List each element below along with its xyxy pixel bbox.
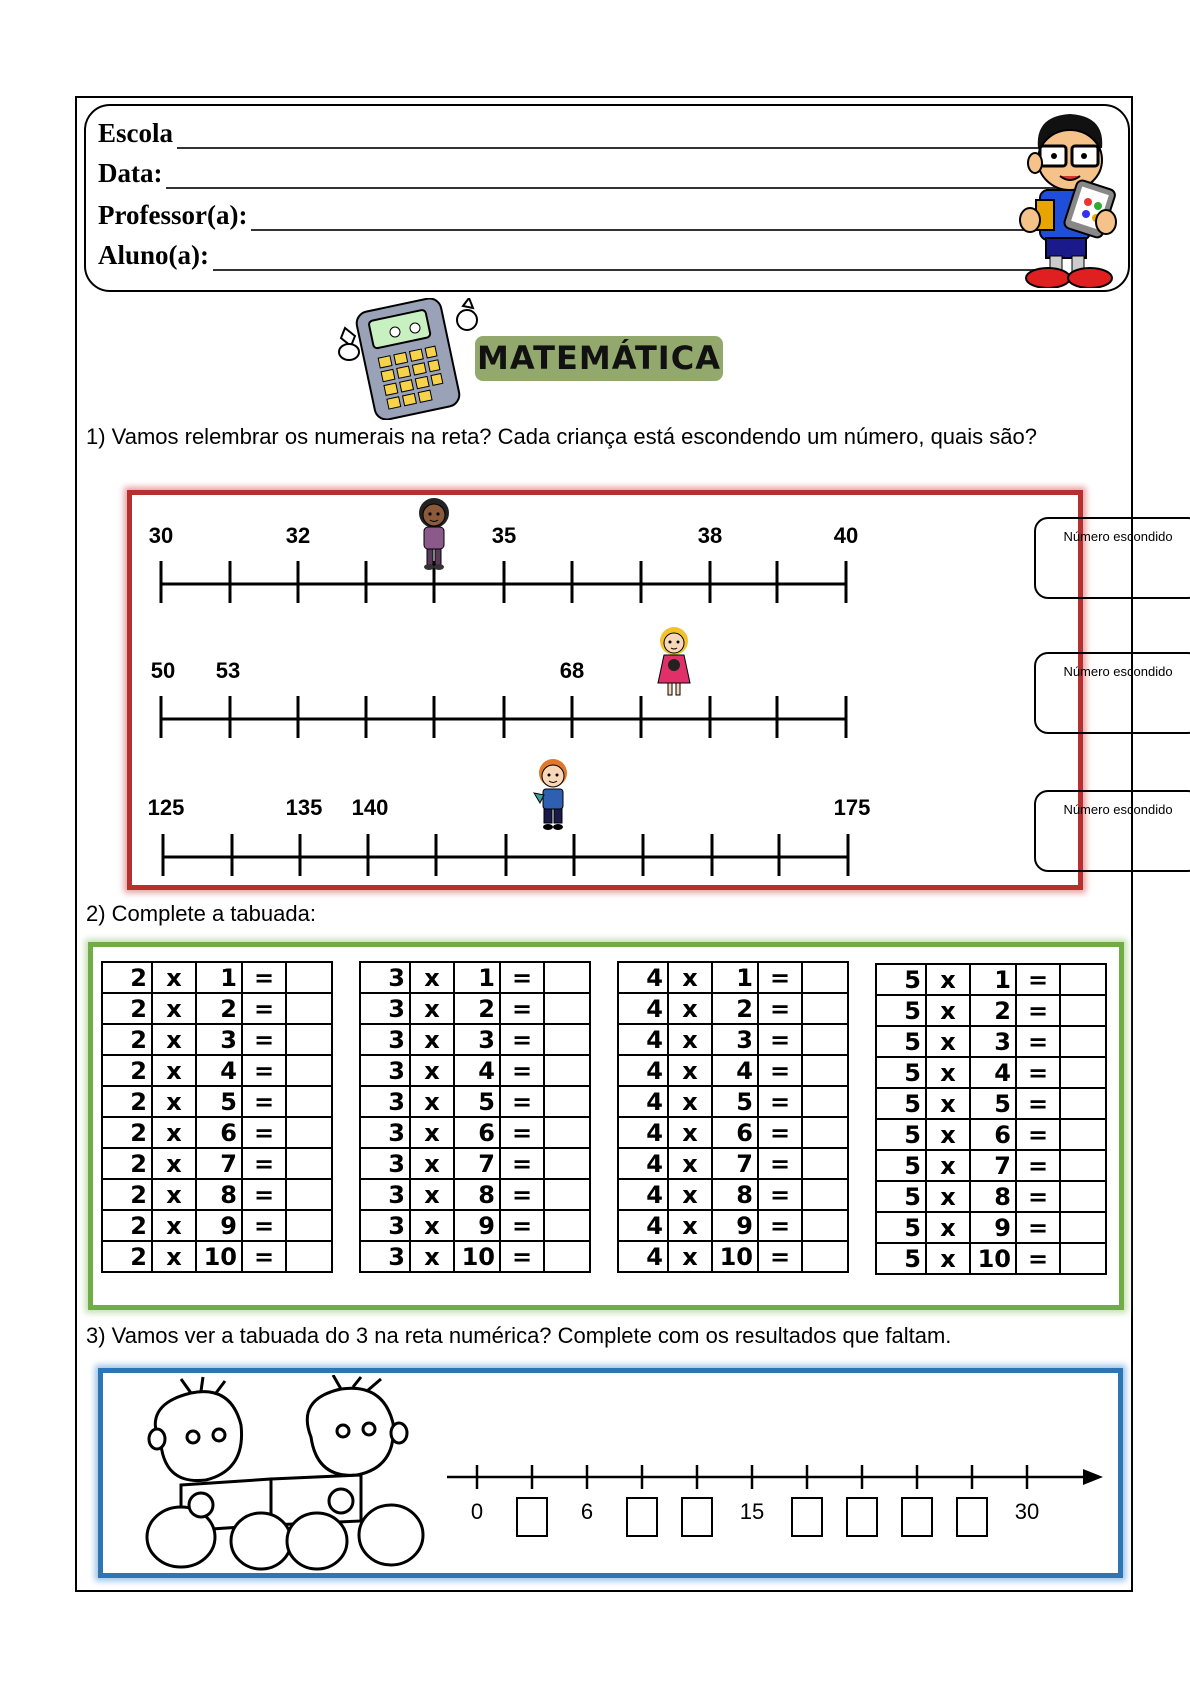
table-cell: x bbox=[926, 1243, 970, 1274]
table-row bbox=[876, 1243, 1106, 1274]
table-row bbox=[876, 1026, 1106, 1057]
table-cell: = bbox=[242, 993, 286, 1024]
table-cell: 2 bbox=[712, 993, 758, 1024]
table-cell: x bbox=[668, 1117, 712, 1148]
answer-cell[interactable] bbox=[286, 1210, 332, 1241]
table-cell: 5 bbox=[876, 1026, 926, 1057]
table-row bbox=[102, 1117, 332, 1148]
table-cell: x bbox=[926, 1088, 970, 1119]
answer-box[interactable] bbox=[516, 1497, 548, 1537]
table-cell: 4 bbox=[618, 1055, 668, 1086]
table-cell: = bbox=[242, 1179, 286, 1210]
table-cell: 3 bbox=[454, 1024, 500, 1055]
answer-cell[interactable] bbox=[802, 993, 848, 1024]
table-cell: = bbox=[500, 1241, 544, 1272]
table-cell: = bbox=[500, 962, 544, 993]
table-row bbox=[876, 964, 1106, 995]
table-cell: 5 bbox=[196, 1086, 242, 1117]
table-cell: = bbox=[242, 1148, 286, 1179]
table-cell: 5 bbox=[454, 1086, 500, 1117]
answer-cell[interactable] bbox=[544, 1179, 590, 1210]
table-cell: 2 bbox=[102, 1117, 152, 1148]
table-row bbox=[876, 1119, 1106, 1150]
table-cell: x bbox=[410, 1148, 454, 1179]
hidden-number-input[interactable]: Número escondido bbox=[1034, 517, 1190, 599]
table-cell: 9 bbox=[196, 1210, 242, 1241]
table-cell: 2 bbox=[454, 993, 500, 1024]
table-cell: x bbox=[668, 993, 712, 1024]
table-cell: 7 bbox=[454, 1148, 500, 1179]
answer-cell[interactable] bbox=[1060, 1026, 1106, 1057]
times-three-number-line-box bbox=[98, 1368, 1123, 1578]
table-cell: 4 bbox=[618, 1241, 668, 1272]
table-cell: 2 bbox=[102, 1024, 152, 1055]
table-row bbox=[102, 993, 332, 1024]
table-cell: x bbox=[410, 1086, 454, 1117]
table-cell: x bbox=[926, 1026, 970, 1057]
table-cell: x bbox=[668, 1148, 712, 1179]
line1-label: 38 bbox=[697, 523, 723, 548]
table-cell: 4 bbox=[712, 1055, 758, 1086]
table-cell: 5 bbox=[712, 1086, 758, 1117]
table-cell: 2 bbox=[102, 1086, 152, 1117]
table-cell: x bbox=[668, 1024, 712, 1055]
table-cell: 4 bbox=[618, 962, 668, 993]
table-cell: x bbox=[410, 993, 454, 1024]
table-of-2 bbox=[101, 961, 333, 1273]
table-cell: = bbox=[758, 1086, 802, 1117]
line2-label: 50 bbox=[150, 658, 176, 683]
table-cell: 5 bbox=[876, 995, 926, 1026]
line-value: 0 bbox=[470, 1499, 484, 1524]
table-cell: = bbox=[758, 962, 802, 993]
date-field[interactable]: Data: bbox=[98, 158, 1058, 189]
line3-label: 140 bbox=[351, 795, 389, 820]
table-cell: x bbox=[152, 1117, 196, 1148]
table-cell: = bbox=[242, 1055, 286, 1086]
table-of-3 bbox=[359, 961, 591, 1273]
table-cell: = bbox=[500, 1210, 544, 1241]
table-cell: x bbox=[668, 1210, 712, 1241]
line2-label: 68 bbox=[559, 658, 585, 683]
table-row bbox=[102, 1148, 332, 1179]
table-cell: 4 bbox=[618, 1117, 668, 1148]
answer-cell[interactable] bbox=[286, 1179, 332, 1210]
table-cell: = bbox=[758, 1055, 802, 1086]
table-cell: = bbox=[758, 1024, 802, 1055]
table-cell: = bbox=[500, 993, 544, 1024]
table-cell: x bbox=[410, 1179, 454, 1210]
subject-title: MATEMÁTICA bbox=[475, 336, 723, 381]
table-row bbox=[360, 1086, 590, 1117]
table-cell: 2 bbox=[102, 962, 152, 993]
table-cell: = bbox=[1016, 1088, 1060, 1119]
table-cell: = bbox=[1016, 1057, 1060, 1088]
table-row bbox=[618, 1148, 848, 1179]
table-cell: 4 bbox=[454, 1055, 500, 1086]
table-cell: x bbox=[152, 1148, 196, 1179]
table-row bbox=[876, 1181, 1106, 1212]
table-cell: = bbox=[242, 1024, 286, 1055]
kid-hiding-number-icon bbox=[652, 625, 696, 701]
table-cell: 3 bbox=[360, 962, 410, 993]
table-row bbox=[876, 1212, 1106, 1243]
table-cell: 2 bbox=[196, 993, 242, 1024]
table-cell: = bbox=[500, 1148, 544, 1179]
table-row bbox=[360, 1117, 590, 1148]
table-row bbox=[618, 1241, 848, 1272]
multiples-of-three-number-line bbox=[439, 1457, 1119, 1497]
table-cell: x bbox=[152, 1241, 196, 1272]
table-cell: 4 bbox=[970, 1057, 1016, 1088]
table-cell: 4 bbox=[618, 1210, 668, 1241]
table-cell: 1 bbox=[454, 962, 500, 993]
table-cell: 2 bbox=[102, 1055, 152, 1086]
table-row bbox=[360, 1055, 590, 1086]
answer-box[interactable] bbox=[846, 1497, 878, 1537]
answer-cell[interactable] bbox=[286, 1086, 332, 1117]
answer-cell[interactable] bbox=[802, 1241, 848, 1272]
table-cell: 7 bbox=[712, 1148, 758, 1179]
table-cell: 3 bbox=[360, 1117, 410, 1148]
answer-box[interactable] bbox=[626, 1497, 658, 1537]
table-cell: = bbox=[1016, 1026, 1060, 1057]
table-cell: x bbox=[152, 993, 196, 1024]
answer-cell[interactable] bbox=[544, 1055, 590, 1086]
table-cell: 2 bbox=[102, 1148, 152, 1179]
table-row bbox=[618, 1117, 848, 1148]
table-cell: = bbox=[1016, 1150, 1060, 1181]
line1-label: 35 bbox=[491, 523, 517, 548]
table-cell: 5 bbox=[876, 1057, 926, 1088]
table-cell: 6 bbox=[196, 1117, 242, 1148]
multiplication-tables-box bbox=[88, 942, 1124, 1310]
line-value: 6 bbox=[580, 1499, 594, 1524]
table-cell: = bbox=[500, 1086, 544, 1117]
table-cell: x bbox=[926, 1119, 970, 1150]
table-cell: 8 bbox=[454, 1179, 500, 1210]
table-row bbox=[876, 1088, 1106, 1119]
table-cell: 10 bbox=[712, 1241, 758, 1272]
answer-cell[interactable] bbox=[802, 1086, 848, 1117]
table-cell: 4 bbox=[618, 1148, 668, 1179]
table-row bbox=[876, 1057, 1106, 1088]
table-cell: 7 bbox=[196, 1148, 242, 1179]
table-cell: = bbox=[758, 1210, 802, 1241]
line3-label: 125 bbox=[147, 795, 185, 820]
table-cell: = bbox=[242, 1241, 286, 1272]
table-row bbox=[618, 1024, 848, 1055]
answer-cell[interactable] bbox=[544, 962, 590, 993]
answer-cell[interactable] bbox=[1060, 1150, 1106, 1181]
table-cell: 3 bbox=[712, 1024, 758, 1055]
table-cell: 4 bbox=[618, 1086, 668, 1117]
table-row bbox=[876, 1150, 1106, 1181]
table-cell: 5 bbox=[970, 1088, 1016, 1119]
table-cell: x bbox=[668, 1241, 712, 1272]
table-cell: 6 bbox=[454, 1117, 500, 1148]
table-cell: x bbox=[410, 1241, 454, 1272]
kids-reading-icon bbox=[121, 1375, 431, 1571]
question-3-text: 3) Vamos ver a tabuada do 3 na reta numérica? Complete com os resultados que faltam. bbox=[86, 1323, 952, 1348]
table-of-5 bbox=[875, 963, 1107, 1275]
table-cell: 5 bbox=[876, 1212, 926, 1243]
answer-cell[interactable] bbox=[802, 962, 848, 993]
table-cell: x bbox=[926, 1150, 970, 1181]
answer-cell[interactable] bbox=[544, 1210, 590, 1241]
table-cell: 3 bbox=[970, 1026, 1016, 1057]
answer-cell[interactable] bbox=[544, 993, 590, 1024]
table-cell: x bbox=[152, 1210, 196, 1241]
line1-label: 40 bbox=[833, 523, 859, 548]
table-cell: = bbox=[500, 1055, 544, 1086]
student-field[interactable]: Aluno(a): bbox=[98, 240, 1058, 271]
table-cell: 8 bbox=[712, 1179, 758, 1210]
table-cell: = bbox=[1016, 964, 1060, 995]
table-cell: x bbox=[926, 1212, 970, 1243]
table-cell: x bbox=[668, 1086, 712, 1117]
table-row bbox=[618, 1086, 848, 1117]
table-cell: 2 bbox=[102, 993, 152, 1024]
line1-label: 32 bbox=[285, 523, 311, 548]
table-row bbox=[618, 962, 848, 993]
table-cell: x bbox=[410, 1117, 454, 1148]
table-cell: 4 bbox=[618, 1024, 668, 1055]
table-cell: 4 bbox=[618, 1179, 668, 1210]
answer-cell[interactable] bbox=[1060, 1057, 1106, 1088]
hidden-number-input[interactable]: Número escondido bbox=[1034, 790, 1190, 872]
table-row bbox=[618, 1179, 848, 1210]
table-row bbox=[618, 993, 848, 1024]
answer-cell[interactable] bbox=[1060, 964, 1106, 995]
table-cell: x bbox=[410, 1055, 454, 1086]
table-cell: 10 bbox=[970, 1243, 1016, 1274]
boy-mascot-icon bbox=[1010, 108, 1128, 288]
table-cell: x bbox=[668, 962, 712, 993]
table-cell: = bbox=[242, 1117, 286, 1148]
table-cell: = bbox=[758, 1179, 802, 1210]
table-cell: 5 bbox=[876, 1181, 926, 1212]
table-cell: 4 bbox=[196, 1055, 242, 1086]
answer-cell[interactable] bbox=[286, 993, 332, 1024]
table-cell: = bbox=[758, 1148, 802, 1179]
answer-box[interactable] bbox=[956, 1497, 988, 1537]
table-cell: 9 bbox=[712, 1210, 758, 1241]
answer-cell[interactable] bbox=[286, 962, 332, 993]
table-cell: 3 bbox=[360, 993, 410, 1024]
answer-cell[interactable] bbox=[1060, 1212, 1106, 1243]
table-row bbox=[360, 1241, 590, 1272]
table-cell: = bbox=[758, 1117, 802, 1148]
answer-cell[interactable] bbox=[286, 1055, 332, 1086]
table-cell: x bbox=[926, 995, 970, 1026]
hidden-number-input[interactable]: Número escondido bbox=[1034, 652, 1190, 734]
teacher-field[interactable]: Professor(a): bbox=[98, 200, 1058, 231]
table-cell: x bbox=[926, 1057, 970, 1088]
table-row bbox=[102, 1086, 332, 1117]
school-field[interactable]: Escola bbox=[98, 118, 1058, 149]
table-row bbox=[360, 1148, 590, 1179]
line1-label: 30 bbox=[148, 523, 174, 548]
answer-cell[interactable] bbox=[802, 1210, 848, 1241]
table-cell: 3 bbox=[196, 1024, 242, 1055]
table-cell: x bbox=[410, 1210, 454, 1241]
table-cell: x bbox=[152, 1024, 196, 1055]
table-cell: 5 bbox=[876, 1119, 926, 1150]
answer-cell[interactable] bbox=[802, 1055, 848, 1086]
table-cell: 1 bbox=[712, 962, 758, 993]
answer-cell[interactable] bbox=[286, 1117, 332, 1148]
line3-label: 135 bbox=[285, 795, 323, 820]
table-cell: 2 bbox=[970, 995, 1016, 1026]
table-cell: x bbox=[668, 1179, 712, 1210]
answer-cell[interactable] bbox=[1060, 1243, 1106, 1274]
table-cell: 3 bbox=[360, 1024, 410, 1055]
table-cell: = bbox=[1016, 1119, 1060, 1150]
answer-cell[interactable] bbox=[544, 1086, 590, 1117]
answer-cell[interactable] bbox=[1060, 1181, 1106, 1212]
table-row bbox=[102, 962, 332, 993]
table-row bbox=[102, 1241, 332, 1272]
table-cell: 4 bbox=[618, 993, 668, 1024]
table-row bbox=[102, 1179, 332, 1210]
answer-box[interactable] bbox=[901, 1497, 933, 1537]
answer-cell[interactable] bbox=[544, 1241, 590, 1272]
number-lines-box bbox=[127, 490, 1173, 890]
table-cell: 5 bbox=[876, 1088, 926, 1119]
answer-cell[interactable] bbox=[286, 1241, 332, 1272]
table-cell: 1 bbox=[970, 964, 1016, 995]
line-value: 30 bbox=[1014, 1499, 1040, 1524]
answer-cell[interactable] bbox=[802, 1179, 848, 1210]
table-cell: 3 bbox=[360, 1179, 410, 1210]
table-row bbox=[102, 1055, 332, 1086]
table-cell: x bbox=[410, 1024, 454, 1055]
table-row bbox=[360, 993, 590, 1024]
table-cell: x bbox=[152, 1055, 196, 1086]
table-cell: 2 bbox=[102, 1179, 152, 1210]
table-row bbox=[360, 962, 590, 993]
table-cell: = bbox=[500, 1179, 544, 1210]
table-cell: 2 bbox=[102, 1210, 152, 1241]
table-cell: = bbox=[500, 1117, 544, 1148]
answer-cell[interactable] bbox=[286, 1024, 332, 1055]
line-value: 15 bbox=[739, 1499, 765, 1524]
table-cell: 7 bbox=[970, 1150, 1016, 1181]
table-cell: = bbox=[242, 1086, 286, 1117]
table-cell: x bbox=[926, 1181, 970, 1212]
answer-cell[interactable] bbox=[802, 1024, 848, 1055]
table-cell: 5 bbox=[876, 1243, 926, 1274]
table-cell: = bbox=[1016, 995, 1060, 1026]
table-cell: 5 bbox=[876, 1150, 926, 1181]
table-row bbox=[618, 1055, 848, 1086]
table-cell: x bbox=[410, 962, 454, 993]
table-cell: 6 bbox=[712, 1117, 758, 1148]
table-cell: x bbox=[926, 964, 970, 995]
table-row bbox=[102, 1210, 332, 1241]
table-cell: = bbox=[1016, 1181, 1060, 1212]
line2-label: 53 bbox=[215, 658, 241, 683]
table-cell: 2 bbox=[102, 1241, 152, 1272]
answer-cell[interactable] bbox=[544, 1148, 590, 1179]
table-cell: 10 bbox=[196, 1241, 242, 1272]
line3-label: 175 bbox=[833, 795, 871, 820]
answer-cell[interactable] bbox=[544, 1024, 590, 1055]
table-cell: 1 bbox=[196, 962, 242, 993]
table-row bbox=[360, 1179, 590, 1210]
table-row bbox=[618, 1210, 848, 1241]
table-cell: 9 bbox=[454, 1210, 500, 1241]
answer-cell[interactable] bbox=[802, 1148, 848, 1179]
table-cell: = bbox=[1016, 1243, 1060, 1274]
table-cell: x bbox=[668, 1055, 712, 1086]
answer-box[interactable] bbox=[681, 1497, 713, 1537]
answer-cell[interactable] bbox=[544, 1117, 590, 1148]
table-cell: 3 bbox=[360, 1210, 410, 1241]
number-lines-svg bbox=[132, 495, 1078, 885]
answer-cell[interactable] bbox=[286, 1148, 332, 1179]
table-cell: 6 bbox=[970, 1119, 1016, 1150]
table-cell: 3 bbox=[360, 1241, 410, 1272]
table-of-4 bbox=[617, 961, 849, 1273]
table-cell: x bbox=[152, 1086, 196, 1117]
table-row bbox=[102, 1024, 332, 1055]
table-cell: 5 bbox=[876, 964, 926, 995]
table-cell: = bbox=[242, 1210, 286, 1241]
table-cell: = bbox=[1016, 1212, 1060, 1243]
kid-hiding-number-icon bbox=[412, 495, 456, 571]
answer-cell[interactable] bbox=[1060, 1119, 1106, 1150]
answer-cell[interactable] bbox=[1060, 995, 1106, 1026]
kid-hiding-number-icon bbox=[530, 757, 576, 833]
calculator-mascot-icon bbox=[335, 298, 485, 420]
header-box bbox=[84, 104, 1130, 292]
table-cell: 9 bbox=[970, 1212, 1016, 1243]
table-cell: 3 bbox=[360, 1086, 410, 1117]
arrow-right-icon bbox=[1083, 1469, 1103, 1485]
answer-cell[interactable] bbox=[1060, 1088, 1106, 1119]
question-1-text: 1) Vamos relembrar os numerais na reta? Cada criança está escondendo um número, quais são? bbox=[86, 424, 1037, 449]
table-cell: 3 bbox=[360, 1055, 410, 1086]
table-cell: 8 bbox=[970, 1181, 1016, 1212]
table-cell: 10 bbox=[454, 1241, 500, 1272]
question-2-text: 2) Complete a tabuada: bbox=[86, 901, 316, 926]
answer-cell[interactable] bbox=[802, 1117, 848, 1148]
table-cell: = bbox=[758, 993, 802, 1024]
answer-box[interactable] bbox=[791, 1497, 823, 1537]
table-row bbox=[360, 1024, 590, 1055]
table-cell: 8 bbox=[196, 1179, 242, 1210]
table-cell: x bbox=[152, 962, 196, 993]
table-cell: = bbox=[242, 962, 286, 993]
table-cell: x bbox=[152, 1179, 196, 1210]
table-row bbox=[876, 995, 1106, 1026]
table-cell: 3 bbox=[360, 1148, 410, 1179]
table-row bbox=[360, 1210, 590, 1241]
table-cell: = bbox=[500, 1024, 544, 1055]
table-cell: = bbox=[758, 1241, 802, 1272]
